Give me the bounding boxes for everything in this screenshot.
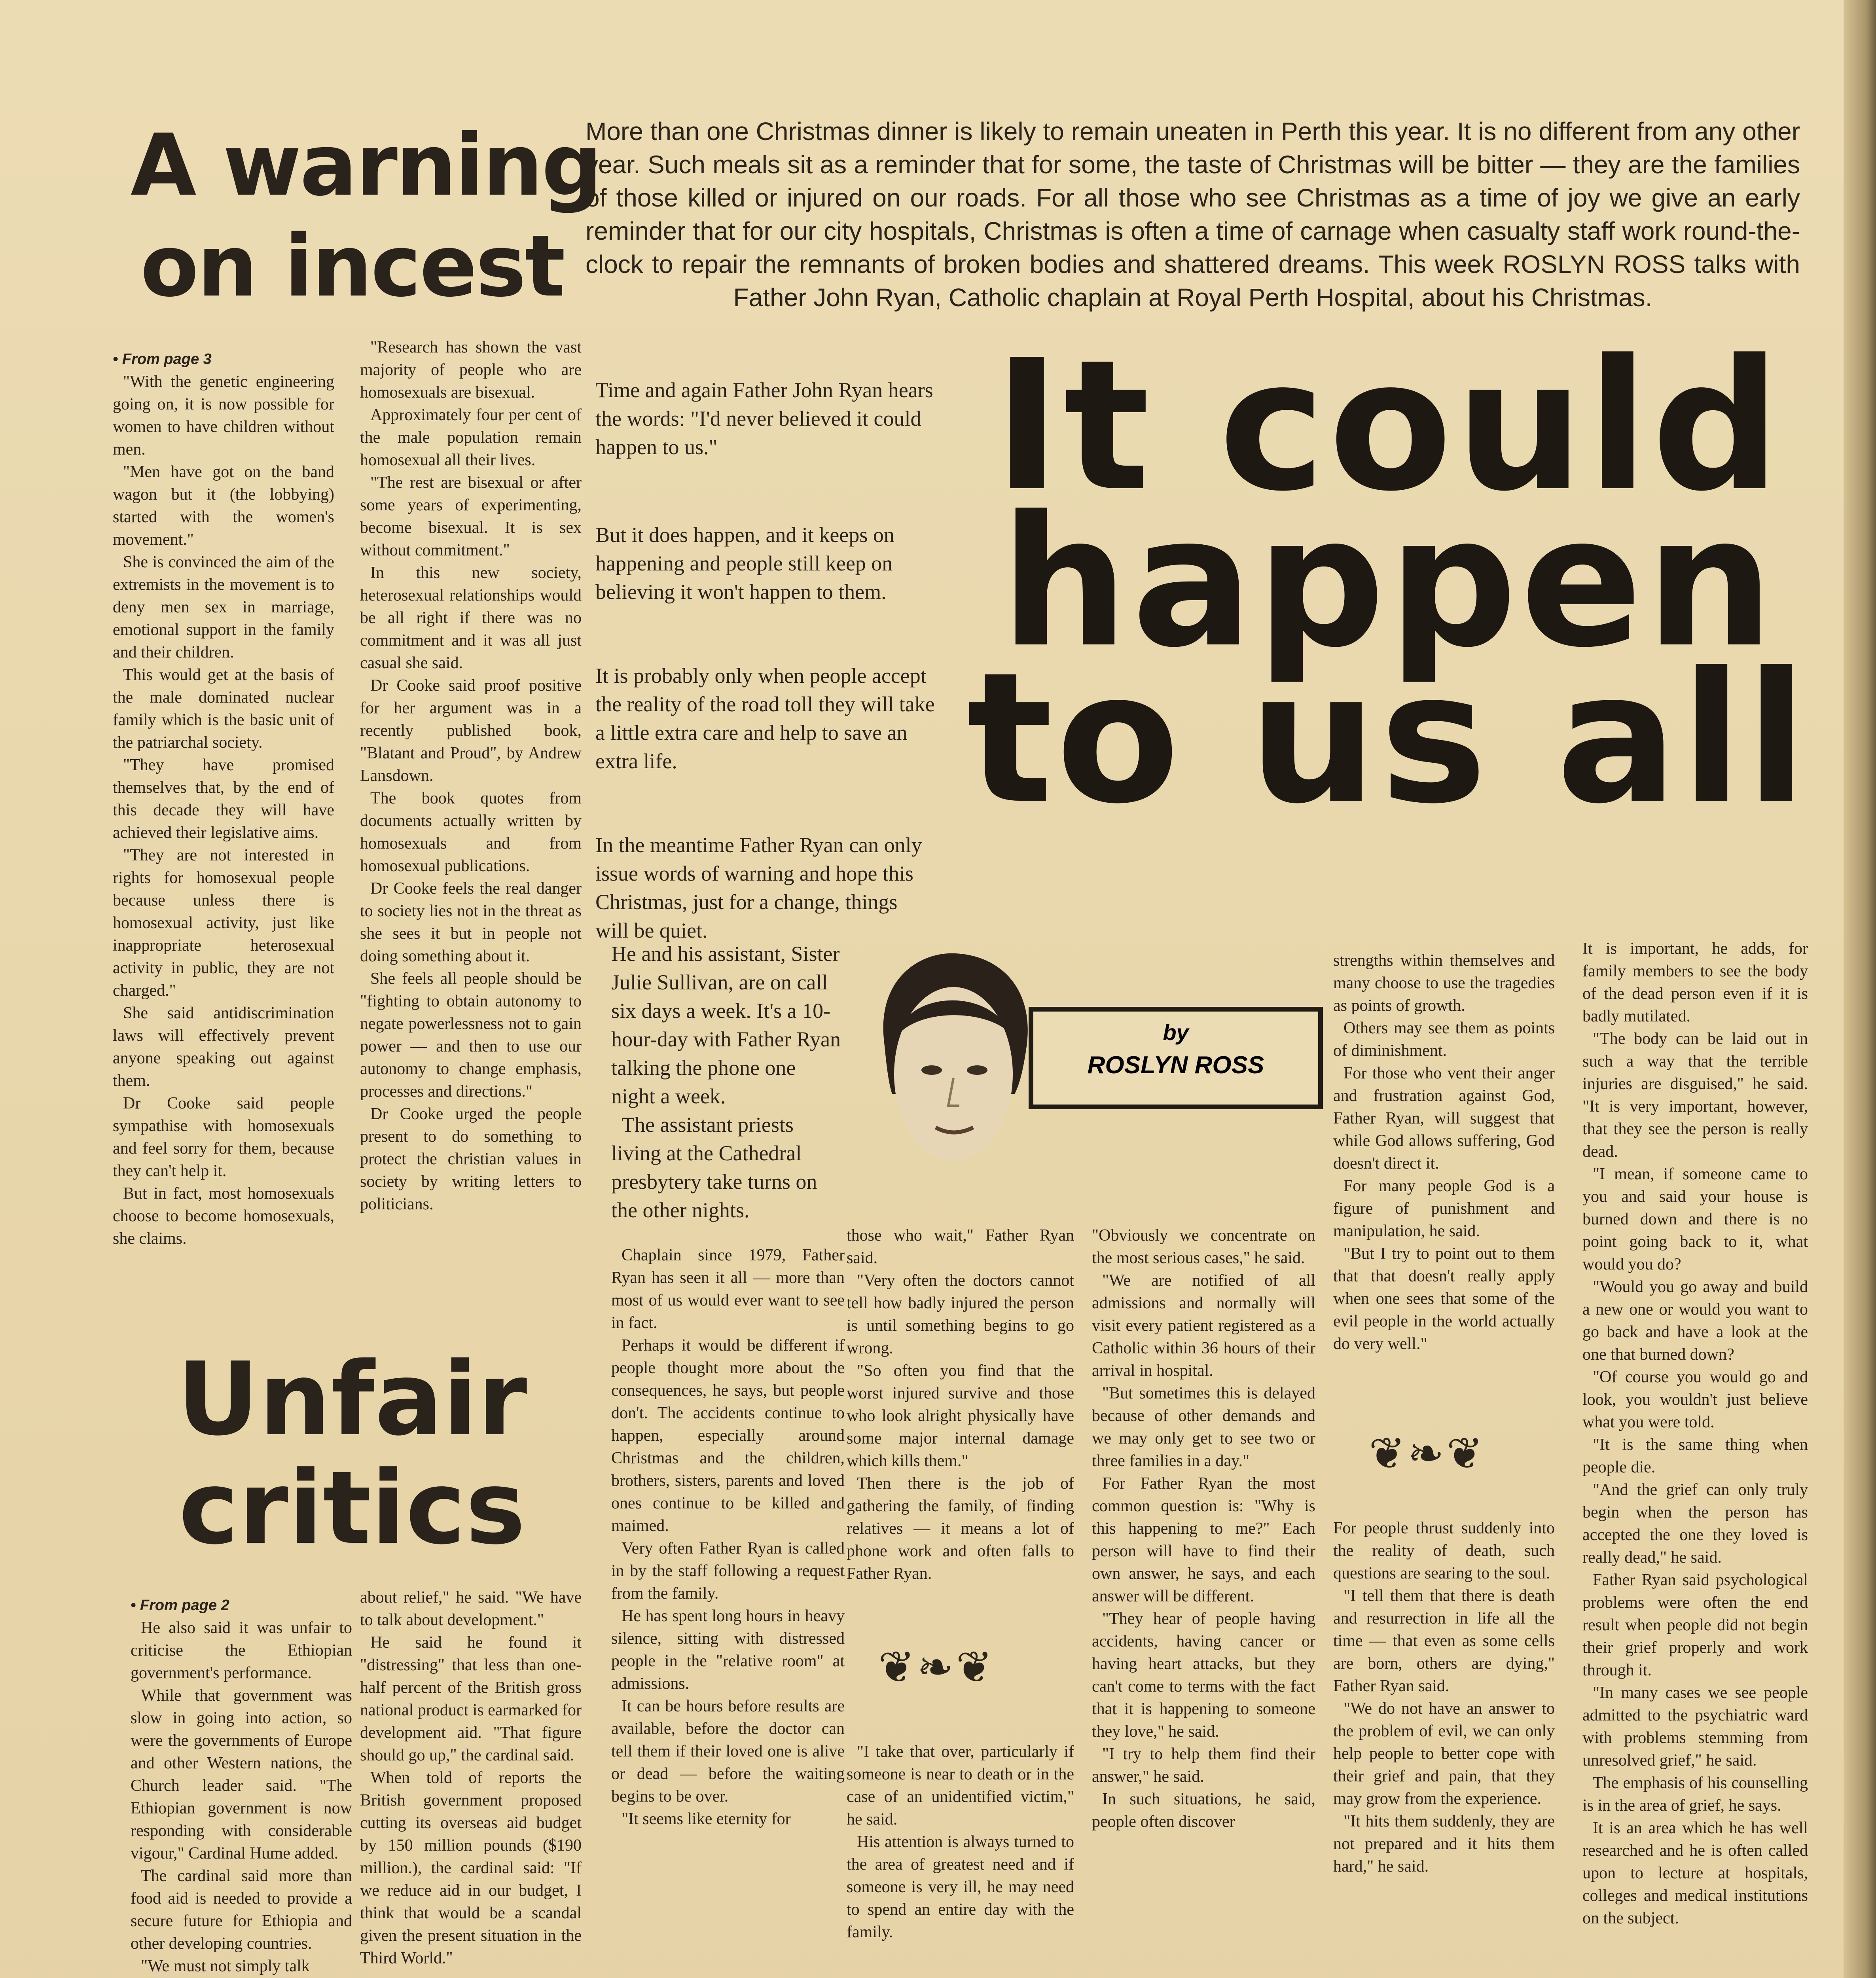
- story-column-a: [611, 1244, 845, 1830]
- paragraph: It is important, he adds, for family members to see the body of the dead person even if it is badly mutilated.: [1582, 940, 1808, 1025]
- paragraph: "It is the same thing when people die.: [1582, 1436, 1808, 1476]
- paragraph: The assistant priests living at the Cathedral presbytery take turns on the other nights.: [611, 1113, 817, 1222]
- paragraph: "And the grief can only truly begin when the person has accepted the one they loved is really dead," he said.: [1582, 1481, 1808, 1567]
- paragraph: "We must not simply talk: [141, 1957, 310, 1975]
- paragraph: In this new society, heterosexual relationships would be all right if there was no commitment and it was all just casual she said.: [360, 564, 582, 672]
- paragraph: "I mean, if someone came to you and said your house is burned down and there is no point going back to it, what would you do?: [1582, 1165, 1808, 1273]
- paragraph: "Obviously we concentrate on the most serious cases," he said.: [1092, 1226, 1315, 1267]
- story-column-d: [1333, 949, 1555, 1355]
- paragraph: "They have promised themselves that, by the end of this decade they will have achieved their legislative aims.: [113, 756, 334, 842]
- standfirst: More than one Christmas dinner is likely to remain uneaten in Perth this year. It is no different from any other year. Such meals sit as a reminder that for some, the taste of Christmas will be bitter — they are the families of those killed or injured on our roads. For all those who see Christmas as a time of joy we give an early reminder that for our city hospitals, Christmas is often a time of carnage when casualty staff work round-the-clock to repair the remnants of broken bodies and shattered dreams. This week ROSLYN ROSS talks with Father John Ryan, Catholic chaplain at Royal Perth Hospital, about his Christmas.: [586, 117, 1800, 312]
- paragraph: For many people God is a figure of punishment and manipulation, he said.: [1333, 1177, 1555, 1240]
- page-fold-edge: [1844, 0, 1876, 1978]
- paragraph: strengths within themselves and many choose to use the tragedies as points of growth.: [1333, 951, 1555, 1015]
- paragraph: "But sometimes this is delayed because of other demands and we may only get to see two or three families in a day.": [1092, 1384, 1315, 1470]
- main-headline: [965, 322, 1812, 843]
- paragraph: "The body can be laid out in such a way that the terrible injuries are disguised," he said. "It is very important, however, that they see the person is really dead.: [1582, 1030, 1808, 1161]
- paragraph: "We are notified of all admissions and normally will visit every patient registered as a Catholic within 36 hours of their arrival in hospital.: [1092, 1271, 1315, 1380]
- paragraph: The book quotes from documents actually written by homosexuals and from homosexual publications.: [360, 789, 582, 875]
- incest-headline: [131, 115, 601, 316]
- paragraph: In the meantime Father Ryan can only issue words of warning and hope this Christmas, just for a change, things will be quiet.: [595, 833, 922, 942]
- paragraph: "I try to help them find their answer," he said.: [1092, 1745, 1315, 1786]
- critics-column-2: [360, 1586, 582, 1970]
- story-column-d-2: [1333, 1517, 1555, 1878]
- paragraph: He and his assistant, Sister Julie Sullivan, are on call six days a week. It's a 10-hour-day with Father Ryan talking the phone one night a week.: [611, 942, 841, 1108]
- paragraph: His attention is always turned to the area of greatest need and if someone is very ill, he may need to spend an entire day with the family.: [847, 1833, 1074, 1941]
- story-intro: [595, 376, 936, 945]
- paragraph: Dr Cooke said people sympathise with homosexuals and feel sorry for them, because they can't help it.: [113, 1094, 334, 1180]
- paragraph: "It hits them suddenly, they are not prepared and it hits them hard," he said.: [1333, 1812, 1555, 1876]
- paragraph: "In many cases we see people admitted to the psychiatric ward with problems stemming from unresolved grief," he said.: [1582, 1684, 1808, 1770]
- byline-by: by: [1163, 1020, 1189, 1045]
- paragraph: Perhaps it would be different if people thought more about the consequences, he says, but people don't. The accidents continue to happen, especially around Christmas and the children, brothers, sisters, parents and loved ones continue to be killed and maimed.: [611, 1336, 845, 1535]
- paragraph: For those who vent their anger and frustration against God, Father Ryan, will suggest that while God allows suffering, God doesn't direct it.: [1333, 1064, 1555, 1173]
- paragraph: This would get at the basis of the male dominated nuclear family which is the basic unit of the patriarchal society.: [113, 666, 334, 752]
- ornament-divider: ❦❧❦: [878, 1642, 995, 1692]
- critics-column-1: [131, 1594, 352, 1978]
- paragraph: Time and again Father John Ryan hears the words: "I'd never believed it could happen to us.": [595, 378, 933, 459]
- author-portrait: [860, 944, 1046, 1197]
- paragraph: "I take that over, particularly if someone is near to death or in the case of an unidentified victim," he said.: [847, 1743, 1074, 1828]
- incest-column-1: [113, 348, 334, 1250]
- paragraph: Dr Cooke said proof positive for her argument was in a recently published book, "Blatant and Proud", by Andrew Lansdown.: [360, 676, 582, 785]
- paragraph: Father Ryan said psychological problems were often the end result when people did not begin their grief properly and work through it.: [1582, 1571, 1808, 1679]
- paragraph: Dr Cooke urged the people present to do something to protect the christian values in society by writing letters to politicians.: [360, 1105, 582, 1213]
- paragraph: She is convinced the aim of the extremists in the movement is to deny men sex in marriage, emotional support in the family and their children.: [113, 553, 334, 661]
- paragraph: Very often Father Ryan is called in by the staff following a request from the family.: [611, 1539, 845, 1603]
- paragraph: "They hear of people having accidents, having cancer or having heart attacks, but they can't come to terms with the fact that it is happening to someone they love," he said.: [1092, 1610, 1315, 1741]
- paragraph: about relief," he said. "We have to talk about development.": [360, 1588, 582, 1629]
- paragraph: She said antidiscrimination laws will effectively prevent anyone speaking out against them.: [113, 1004, 334, 1090]
- paragraph: For Father Ryan the most common question is: "Why is this happening to me?" Each person will have to find their own answer, he says, and each answer will be different.: [1092, 1474, 1315, 1605]
- critics-headline-line1: Unfair: [177, 1341, 527, 1458]
- paragraph: "They are not interested in rights for homosexual people because unless there is homosexual activity, just like inappropriate heterosexual activity in public, they are not charged.": [113, 846, 334, 1000]
- story-column-b: [847, 1224, 1074, 1585]
- paragraph: "Very often the doctors cannot tell how badly injured the person is until something begins to go wrong.: [847, 1271, 1074, 1357]
- paragraph: It is an area which he has well researched and he is often called upon to lecture at hospitals, colleges and medical institutions on the subject.: [1582, 1819, 1808, 1927]
- paragraph: It can be hours before results are available, before the doctor can tell them if their loved one is alive or dead — before the waiting begins to be over.: [611, 1697, 845, 1806]
- incest-headline-line2: on incest: [140, 216, 564, 316]
- paragraph: "Research has shown the vast majority of people who are homosexuals are bisexual.: [360, 338, 582, 402]
- paragraph: Then there is the job of gathering the family, of finding relatives — it means a lot of phone work and often falls to Father Ryan.: [847, 1474, 1074, 1583]
- main-headline-line3: to us all: [966, 634, 1811, 843]
- paragraph: "With the genetic engineering going on, it is now possible for women to have children without men.: [113, 373, 334, 459]
- byline-box: [1029, 1007, 1323, 1109]
- paragraph: In such situations, he said, people often discover: [1092, 1790, 1315, 1831]
- paragraph: Chaplain since 1979, Father Ryan has seen it all — more than most of us would ever want to see in fact.: [611, 1246, 845, 1332]
- paragraph: It is probably only when people accept the reality of the road toll they will take a little extra care and help to save an extra life.: [595, 664, 935, 773]
- paragraph: "The rest are bisexual or after some years of experimenting, become bisexual. It is sex without commitment.": [360, 474, 582, 559]
- paragraph: "Men have got on the band wagon but it (the lobbying) started with the women's movement.": [113, 463, 334, 549]
- paragraph: "But I try to point out to them that that doesn't really apply when one sees that some of the evil people in the world actually do very well.": [1333, 1245, 1555, 1353]
- paragraph: "We do not have an answer to the problem of evil, we can only help people to better cope with their grief and pain, that they may grow from the experience.: [1333, 1699, 1555, 1808]
- story-column-c: [1092, 1224, 1315, 1833]
- paragraph: But in fact, most homosexuals choose to become homosexuals, she claims.: [113, 1184, 334, 1248]
- paragraph: For people thrust suddenly into the reality of death, such questions are searing to the soul.: [1333, 1519, 1555, 1582]
- incest-headline-line1: A warning: [131, 116, 601, 215]
- incest-column-2: [360, 336, 582, 1216]
- critics-headline: [131, 1341, 574, 1567]
- story-column-b-2: [847, 1741, 1074, 1944]
- paragraph: "It seems like eternity for: [622, 1810, 791, 1828]
- paragraph: Others may see them as points of diminishment.: [1333, 1019, 1555, 1060]
- paragraph: He has spent long hours in heavy silence, sitting with distressed people in the "relative room" at admissions.: [611, 1607, 845, 1693]
- critics-continued: • From page 2: [131, 1597, 229, 1614]
- paragraph: "Would you go away and build a new one or would you want to go back and have a look at the one that burned down?: [1582, 1278, 1808, 1364]
- critics-headline-line2: critics: [178, 1449, 526, 1567]
- main-headline-line1: It could: [993, 322, 1784, 531]
- paragraph: The cardinal said more than food aid is needed to provide a secure future for Ethiopia and other developing countries.: [131, 1867, 352, 1953]
- paragraph: He said he found it "distressing" that less than one-half percent of the British gross national product is earmarked for development aid. "That figure should go up," the cardinal said.: [360, 1633, 582, 1764]
- paragraph: But it does happen, and it keeps on happening and people still keep on believing it won't happen to them.: [595, 523, 894, 604]
- paragraph: When told of reports the British government proposed cutting its overseas aid budget by 150 million pounds ($190 million.), the cardinal said: "If we reduce aid in our budget, I think that would be a scandal given the present situation in the Third World.": [360, 1769, 582, 1967]
- story-column-a-lead: [611, 940, 845, 1224]
- paragraph: "I tell them that there is death and resurrection in life all the time — that even as some cells are born, others are dying," Father Ryan said.: [1333, 1587, 1555, 1695]
- paragraph: Approximately four per cent of the male population remain homosexual all their lives.: [360, 406, 582, 469]
- incest-continued: • From page 3: [113, 351, 212, 368]
- byline-name: ROSLYN ROSS: [1087, 1052, 1264, 1079]
- paragraph: He also said it was unfair to criticise the Ethiopian government's performance.: [131, 1619, 352, 1682]
- paragraph: While that government was slow in going into action, so were the governments of Europe and other Western nations, the Church leader said. "The Ethiopian government is now responding with considerable vigour," Cardinal Hume added.: [131, 1686, 352, 1862]
- paragraph: She feels all people should be "fighting to obtain autonomy to negate powerlessness not to gain power — and then to use our autonomy to change emphasis, processes and directions.": [360, 970, 582, 1101]
- paragraph: "So often you find that the worst injured survive and those who look alright physically have some major internal damage which kills them.": [847, 1362, 1074, 1470]
- story-column-e: [1582, 938, 1808, 1930]
- ornament-divider: ❦❧❦: [1369, 1428, 1486, 1479]
- paragraph: The emphasis of his counselling is in the area of grief, he says.: [1582, 1774, 1808, 1815]
- paragraph: Dr Cooke feels the real danger to society lies not in the threat as she sees it but in people not doing something about it.: [360, 879, 582, 965]
- paragraph: those who wait," Father Ryan said.: [847, 1226, 1074, 1267]
- paragraph: "Of course you would go and look, you wouldn't just believe what you were told.: [1582, 1368, 1808, 1431]
- main-headline-line2: happen: [1000, 478, 1777, 687]
